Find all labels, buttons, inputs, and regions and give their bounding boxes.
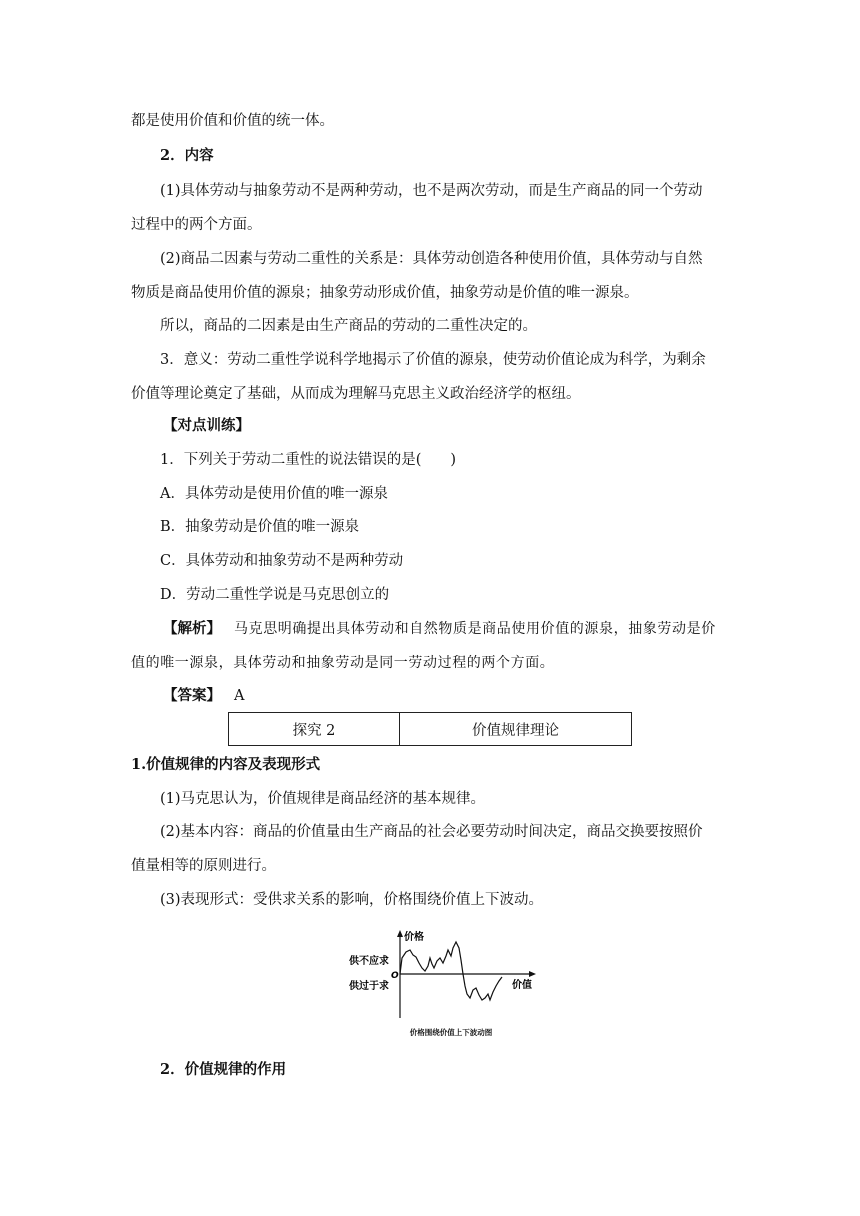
y-axis-label: 价格 bbox=[404, 932, 424, 943]
text-line: (1)马克思认为，价值规律是商品经济的基本规律。 bbox=[160, 791, 486, 807]
text-line: (2)基本内容：商品的价值量由生产商品的社会必要劳动时间决定，商品交换要按照价 bbox=[160, 824, 703, 840]
answer-value: A bbox=[234, 688, 245, 704]
text-line: (3)表现形式：受供求关系的影响，价格围绕价值上下波动。 bbox=[160, 892, 544, 908]
analysis-label: 【解析】 bbox=[163, 620, 221, 637]
text-line: 物质是商品使用价值的源泉；抽象劳动形成价值，抽象劳动是价值的唯一源泉。 bbox=[131, 285, 639, 301]
text-line: (1)具体劳动与抽象劳动不是两种劳动，也不是两次劳动，而是生产商品的同一个劳动 bbox=[160, 183, 703, 199]
figure-caption: 价格围绕价值上下波动图 bbox=[409, 1028, 493, 1037]
shortage-label: 供不应求 bbox=[349, 956, 389, 967]
text-line: (2)商品二因素与劳动二重性的关系是：具体劳动创造各种使用价值，具体劳动与自然 bbox=[160, 251, 703, 267]
text-line: 值量相等的原则进行。 bbox=[131, 858, 276, 874]
surplus-label: 供过于求 bbox=[349, 981, 389, 992]
price-value-figure bbox=[340, 928, 550, 1038]
x-axis-label: 价值 bbox=[512, 980, 532, 991]
analysis-text: 马克思明确提出具体劳动和自然物质是商品使用价值的源泉，抽象劳动是价 bbox=[234, 621, 716, 637]
x-axis-arrow bbox=[529, 971, 536, 977]
option-a: A．具体劳动是使用价值的唯一源泉 bbox=[160, 486, 388, 502]
section-heading-content: 2．内容 bbox=[160, 147, 214, 164]
text-line: 价值等理论奠定了基础，从而成为理解马克思主义政治经济学的枢纽。 bbox=[131, 386, 581, 402]
text-line: 都是使用价值和价值的统一体。 bbox=[131, 113, 334, 129]
price-curve bbox=[400, 942, 502, 1000]
option-b: B．抽象劳动是价值的唯一源泉 bbox=[160, 519, 360, 535]
section-title-table bbox=[228, 712, 632, 746]
subsection-heading: 1.价值规律的内容及表现形式 bbox=[131, 756, 321, 773]
option-c: C．具体劳动和抽象劳动不是两种劳动 bbox=[160, 553, 404, 569]
analysis-text: 值的唯一源泉，具体劳动和抽象劳动是同一劳动过程的两个方面。 bbox=[131, 655, 555, 671]
option-d: D．劳动二重性学说是马克思创立的 bbox=[160, 587, 390, 603]
text-line: 所以，商品的二因素是由生产商品的劳动的二重性决定的。 bbox=[160, 318, 537, 334]
y-axis-arrow bbox=[397, 930, 403, 937]
text-line: 过程中的两个方面。 bbox=[131, 217, 262, 233]
answer-label: 【答案】 bbox=[163, 687, 221, 704]
section-title-cell: 价值规律理论 bbox=[472, 722, 559, 739]
question-text: 1．下列关于劳动二重性的说法错误的是( ) bbox=[160, 452, 457, 468]
subsection-heading: 2．价值规律的作用 bbox=[160, 1061, 287, 1078]
origin-label: O bbox=[391, 971, 399, 981]
text-line: 3．意义：劳动二重性学说科学地揭示了价值的源泉，使劳动价值论成为科学，为剩余 bbox=[160, 352, 706, 368]
price-fluctuation-diagram bbox=[340, 928, 550, 1028]
training-header: 【对点训练】 bbox=[163, 417, 250, 434]
section-number-cell: 探究 2 bbox=[229, 713, 400, 745]
